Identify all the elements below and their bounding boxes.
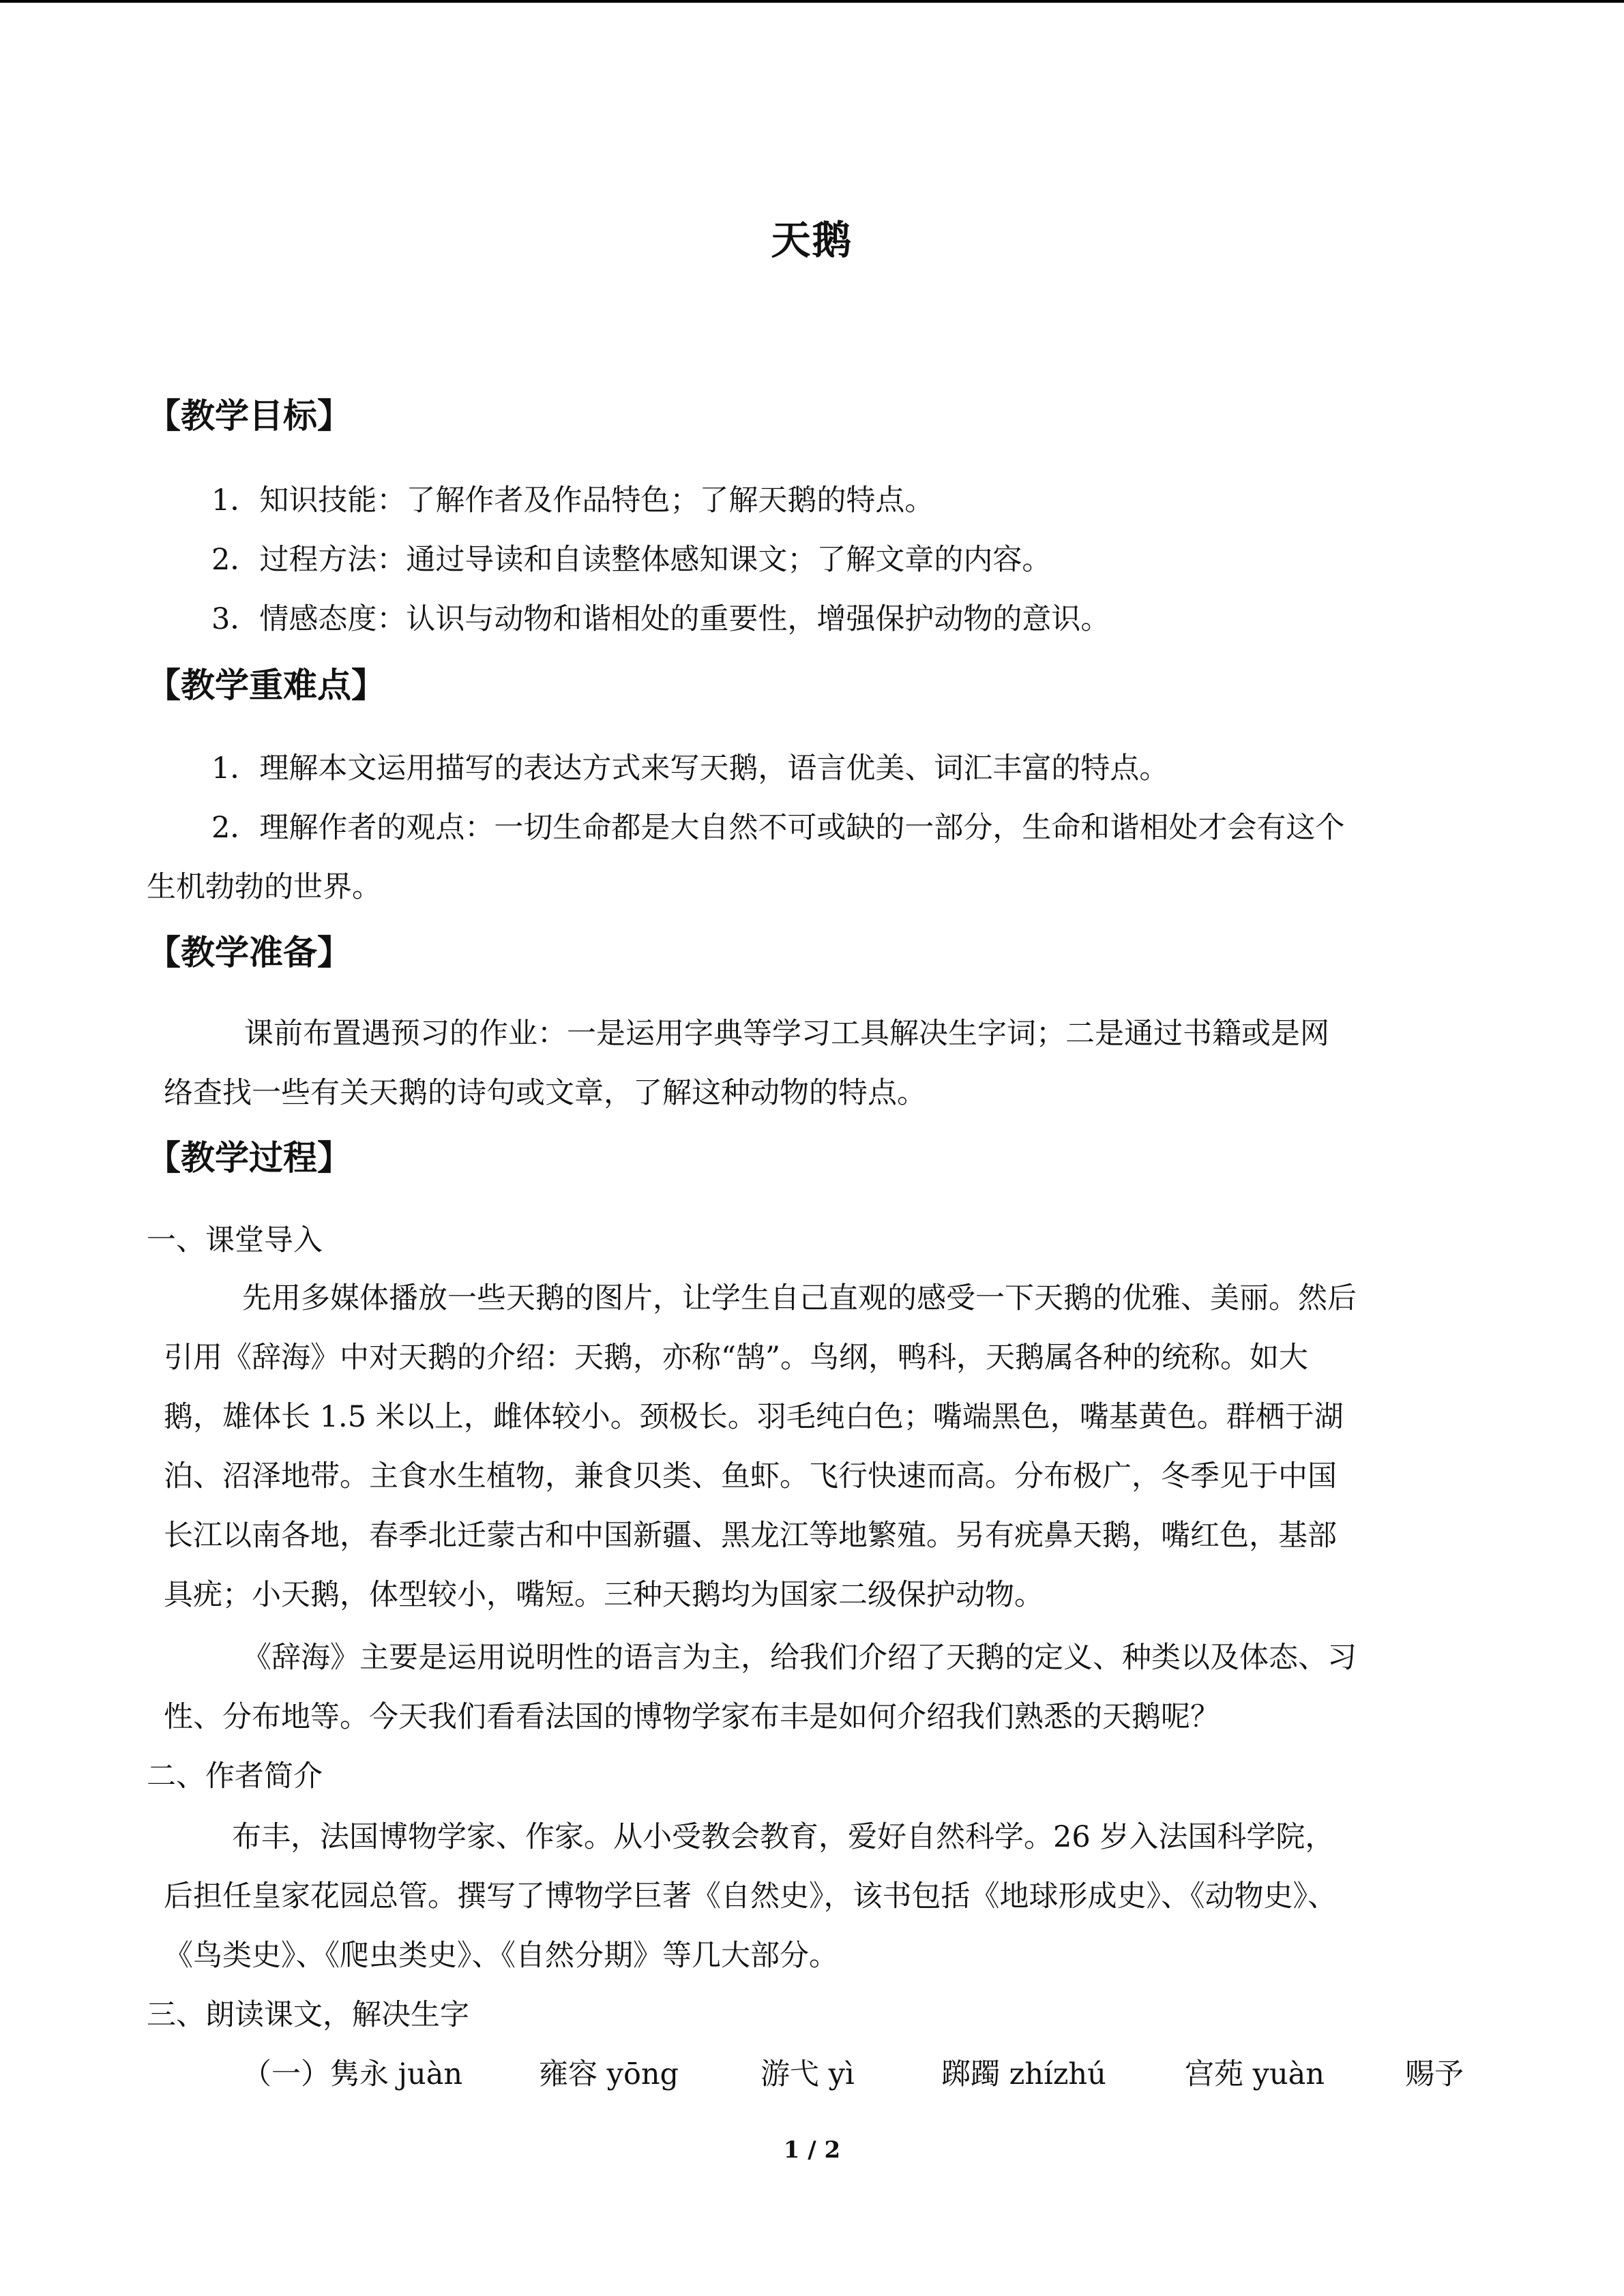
section-intro-title: 一、课堂导入	[147, 1223, 323, 1257]
intro-paragraph-2-line-2: 性、分布地等。今天我们看看法国的博物学家布丰是如何介绍我们熟悉的天鹅呢？	[164, 1700, 1220, 1734]
vocab-item-4: 踯躅 zhízhú	[941, 2057, 1106, 2091]
section-read-title: 三、朗读课文，解决生字	[147, 1998, 469, 2032]
author-paragraph-line-1: 布丰，法国博物学家、作家。从小受教会教育，爱好自然科学。26 岁入法国科学院，	[232, 1820, 1335, 1854]
page-title: 天鹅	[771, 217, 853, 263]
author-paragraph-line-2: 后担任皇家花园总管。撰写了博物学巨著《自然史》，该书包括《地球形成史》、《动物史》、	[164, 1879, 1337, 1913]
vocab-item-1: （一）隽永 juàn	[242, 2057, 463, 2091]
vocab-item-2: 雍容 yōng	[539, 2057, 679, 2091]
goal-item-1: 1．知识技能：了解作者及作品特色；了解天鹅的特点。	[211, 483, 934, 518]
intro-paragraph-1-line-4: 泊、沼泽地带。主食水生植物，兼食贝类、鱼虾。飞行快速而高。分布极广，冬季见于中国	[164, 1459, 1337, 1493]
author-paragraph-line-3: 《鸟类史》、《爬虫类史》、《自然分期》等几大部分。	[164, 1939, 838, 1973]
heading-goals: 【教学目标】	[147, 396, 351, 436]
prep-line-2: 络查找一些有关天鹅的诗句或文章，了解这种动物的特点。	[164, 1076, 926, 1110]
goal-item-2: 2．过程方法：通过导读和自读整体感知课文；了解文章的内容。	[211, 543, 1052, 577]
keypoint-item-1: 1．理解本文运用描写的表达方式来写天鹅，语言优美、词汇丰富的特点。	[211, 751, 1169, 786]
intro-paragraph-1-line-3: 鹅，雄体长 1.5 米以上，雌体较小。颈极长。羽毛纯白色；嘴端黑色，嘴基黄色。群栖于湖	[164, 1400, 1344, 1434]
vocab-item-5: 宫苑 yuàn	[1185, 2057, 1325, 2091]
vocab-item-6: 赐予	[1405, 2057, 1464, 2091]
heading-prep: 【教学准备】	[147, 933, 351, 972]
prep-line-1: 课前布置遇预习的作业：一是运用字典等学习工具解决生字词；二是通过书籍或是网	[244, 1017, 1329, 1051]
page-number: 1 / 2	[783, 2136, 841, 2164]
heading-keypoints: 【教学重难点】	[147, 666, 385, 705]
intro-paragraph-2-line-1: 《辞海》主要是运用说明性的语言为主，给我们介绍了天鹅的定义、种类以及体态、习	[242, 1641, 1357, 1675]
vocab-item-3: 游弋 yì	[761, 2057, 855, 2091]
intro-paragraph-1-line-5: 长江以南各地，春季北迁蒙古和中国新疆、黑龙江等地繁殖。另有疣鼻天鹅，嘴红色，基部	[164, 1519, 1337, 1553]
intro-paragraph-1-line-1: 先用多媒体播放一些天鹅的图片，让学生自己直观的感受一下天鹅的优雅、美丽。然后	[242, 1281, 1357, 1315]
intro-paragraph-1-line-2: 引用《辞海》中对天鹅的介绍：天鹅，亦称“鹄”。鸟纲，鸭科，天鹅属各种的统称。如大	[164, 1341, 1308, 1375]
intro-paragraph-1-line-6: 具疣；小天鹅，体型较小，嘴短。三种天鹅均为国家二级保护动物。	[164, 1578, 1044, 1612]
keypoint-item-2-line-2: 生机勃勃的世界。	[147, 870, 381, 904]
section-author-title: 二、作者简介	[147, 1759, 323, 1793]
page-top-border	[0, 0, 1624, 3]
keypoint-item-2-line-1: 2．理解作者的观点：一切生命都是大自然不可或缺的一部分，生命和谐相处才会有这个	[211, 811, 1345, 845]
heading-process: 【教学过程】	[147, 1138, 351, 1178]
goal-item-3: 3．情感态度：认识与动物和谐相处的重要性，增强保护动物的意识。	[211, 602, 1110, 636]
